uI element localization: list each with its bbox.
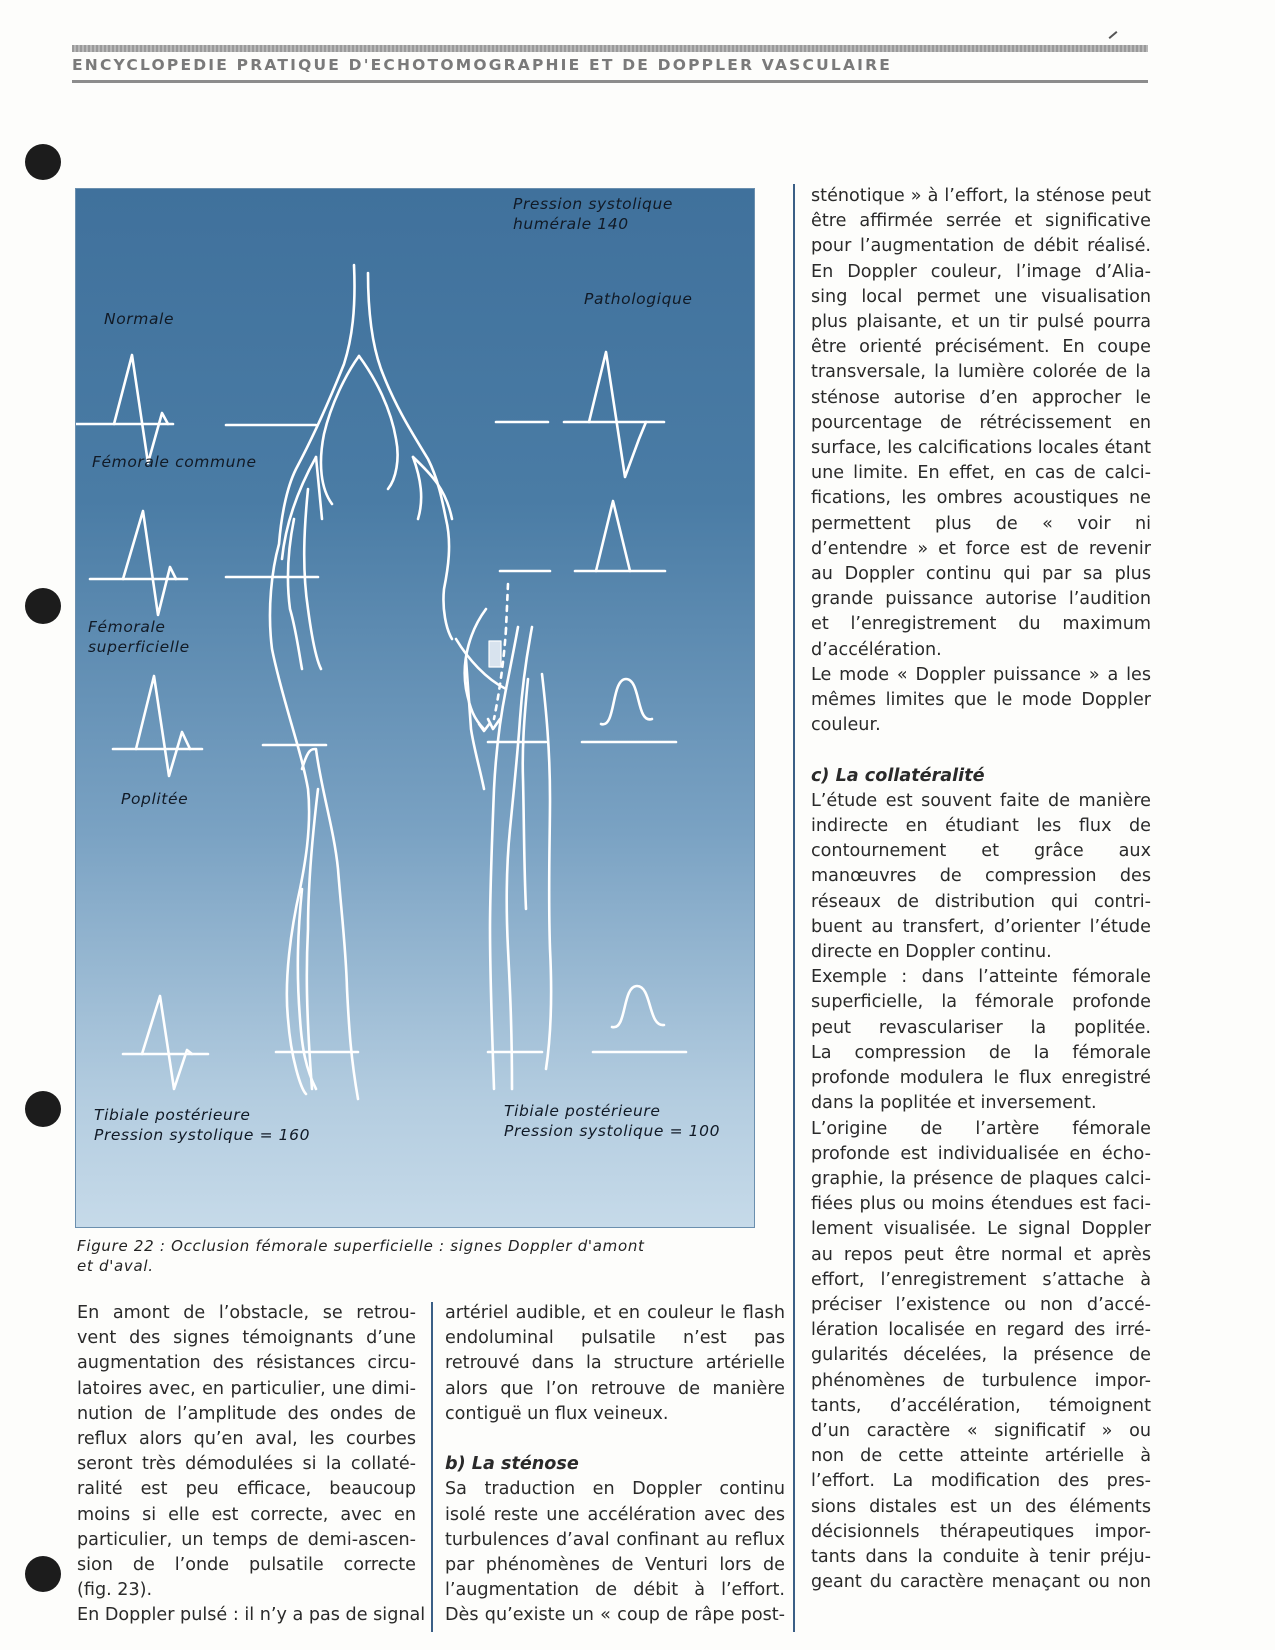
label-femorale-superficielle <box>88 617 190 657</box>
text-line: vent des signes témoignants d’une <box>77 1328 416 1349</box>
text-line: reflux alors qu’en aval, les courbes <box>77 1429 416 1450</box>
vessel-tree <box>270 265 551 1099</box>
text-line: lération localisée en regard des irré- <box>811 1320 1151 1341</box>
text-line: moins si elle est correcte, avec en <box>77 1504 416 1525</box>
tibiale-left-line2: Pression systolique = 160 <box>94 1126 311 1144</box>
text-line: sténose autorise d’en approcher le <box>811 387 1151 408</box>
text-line: et l’enregistrement du maximum <box>811 614 1151 635</box>
arterial-diagram-icon <box>76 189 754 1227</box>
text-line: En Doppler couleur, l’image d’Alia- <box>811 261 1151 282</box>
femorale-superficielle-line1: Fémorale <box>88 618 166 636</box>
text-line: alors que l’on retrouve de manière <box>445 1378 785 1399</box>
text-line: particulier, un temps de demi-ascen- <box>77 1529 416 1550</box>
text-line: directe en Doppler continu. <box>811 942 1052 963</box>
tibiale-right-line1: Tibiale postérieure <box>504 1102 661 1120</box>
text-line: lement visualisée. Le signal Doppler <box>811 1219 1151 1240</box>
text-line: turbulences d’aval confinant au reflux <box>445 1529 785 1550</box>
text-line: permettent plus de « voir ni <box>811 513 1151 534</box>
section-heading-collateralite: c) La collatéralité <box>811 765 985 786</box>
text-line: Dès qu’existe un « coup de râpe post- <box>445 1605 785 1626</box>
measurement-lines <box>226 422 550 1052</box>
text-line: Exemple : dans l’atteinte fémorale <box>811 967 1151 988</box>
text-line: buent au transfert, d’orienter l’étude <box>811 916 1151 937</box>
caption-line1: Figure 22 : Occlusion fémorale superficielle : signes Doppler d'amont <box>77 1237 645 1255</box>
tibiale-left-line1: Tibiale postérieure <box>94 1106 251 1124</box>
text-line: geant du caractère menaçant ou non <box>811 1572 1151 1593</box>
text-line: augmentation des résistances circu- <box>77 1353 416 1374</box>
text-line: tants dans la conduite à tenir préju- <box>811 1546 1151 1567</box>
text-line: manœuvres de compression des <box>811 866 1151 887</box>
figure-caption <box>77 1236 757 1276</box>
text-line: décisionnels thérapeutiques impor- <box>811 1521 1151 1542</box>
paragraph-gap <box>811 738 1151 763</box>
label-pression-humerale <box>513 194 673 234</box>
text-line: d’entendre » et force est de revenir <box>811 538 1151 559</box>
column-rule-left <box>431 1302 433 1632</box>
text-line: Le mode « Doppler puissance » a les <box>811 664 1151 685</box>
text-line: fiées plus ou moins étendues est faci- <box>811 1194 1151 1215</box>
text-line: effort, l’enregistrement s’attache à <box>811 1269 1151 1290</box>
column-rule-right <box>793 184 795 1632</box>
text-line: endoluminal pulsatile n’est pas <box>445 1328 785 1349</box>
text-line: (fig. 23). <box>77 1580 153 1601</box>
text-line: profonde est individualisée en écho- <box>811 1143 1151 1164</box>
figure-22 <box>75 188 755 1228</box>
text-line: seront très démodulées si la collaté- <box>77 1454 416 1475</box>
text-line: dans la poplitée et inversement. <box>811 1093 1097 1114</box>
text-line: latoires avec, en particulier, une dimi- <box>77 1378 416 1399</box>
text-line: peut revasculariser la poplitée. <box>811 1017 1151 1038</box>
text-line: l’augmentation de débit à l’effort. <box>445 1580 785 1601</box>
binder-hole-lower <box>25 1091 61 1127</box>
text-line: contournement et grâce aux <box>811 841 1151 862</box>
text-line: L’étude est souvent faite de manière <box>811 790 1151 811</box>
text-line: tants, d’accélération, témoignent <box>811 1395 1151 1416</box>
label-femorale-commune: Fémorale commune <box>92 453 257 471</box>
text-line: sténotique » à l’effort, la sténose peut <box>811 186 1151 206</box>
femorale-superficielle-line2: superficielle <box>88 638 190 656</box>
text-line: d’accélération. <box>811 639 942 660</box>
text-line: transversale, la lumière colorée de la <box>811 362 1151 383</box>
text-line: sions distales est un des éléments <box>811 1496 1151 1517</box>
text-column-left <box>77 1301 426 1629</box>
binder-hole-top <box>25 144 61 180</box>
text-line: En Doppler pulsé : il n’y a pas de signal <box>77 1605 426 1626</box>
text-line: artériel audible, et en couleur le flash <box>445 1303 785 1323</box>
text-line: mêmes limites que le mode Doppler <box>811 690 1151 711</box>
label-tibiale-left <box>94 1105 310 1145</box>
text-line: surface, les calcifications locales étant <box>811 438 1151 459</box>
text-line: contiguë un flux veineux. <box>445 1403 669 1424</box>
pathological-waveforms <box>564 352 686 1052</box>
text-line: indirecte en étudiant les flux de <box>811 816 1151 837</box>
text-line: retrouvé dans la structure artérielle <box>445 1353 785 1374</box>
text-line: non de cette atteinte artérielle à <box>811 1446 1151 1467</box>
text-line: phénomènes de turbulence impor- <box>811 1370 1151 1391</box>
label-normale: Normale <box>104 310 175 328</box>
paragraph-gap <box>445 1427 785 1452</box>
header-rule <box>72 80 1148 83</box>
tibiale-right-line2: Pression systolique = 100 <box>504 1122 721 1140</box>
text-line: isolé reste une accélération avec des <box>445 1504 785 1525</box>
corner-mark <box>1109 31 1118 39</box>
label-poplitee: Poplitée <box>121 790 189 808</box>
text-line: superficielle, la fémorale profonde <box>811 992 1151 1013</box>
text-line: La compression de la fémorale <box>811 1042 1151 1063</box>
text-line: sing local permet une visualisation <box>811 286 1151 307</box>
text-line: En amont de l’obstacle, se retrou- <box>77 1303 416 1323</box>
pression-humerale-line1: Pression systolique <box>513 195 674 213</box>
text-line: préciser l’existence ou non d’accé- <box>811 1294 1151 1315</box>
text-line: L’origine de l’artère fémorale <box>811 1118 1151 1139</box>
binder-hole-middle <box>25 588 61 624</box>
running-header-title: ENCYCLOPEDIE PRATIQUE D'ECHOTOMOGRAPHIE ET DE DOPPLER VASCULAIRE <box>72 56 893 74</box>
text-line: l’effort. La modification des pres- <box>811 1471 1151 1492</box>
label-pathologique: Pathologique <box>584 290 693 308</box>
caption-line2: et d'aval. <box>77 1257 154 1275</box>
text-line: profonde modulera le flux enregistré <box>811 1068 1151 1089</box>
section-heading-stenose: b) La sténose <box>445 1454 579 1475</box>
binder-hole-bottom <box>25 1556 61 1592</box>
text-line: au repos peut être normal et après <box>811 1244 1151 1265</box>
text-line: nution de l’amplitude des ondes de <box>77 1403 416 1424</box>
text-line: une limite. En effet, en cas de calci- <box>811 463 1151 484</box>
text-column-right <box>811 184 1151 1595</box>
text-line: par phénomènes de Venturi lors de <box>445 1555 785 1576</box>
text-line: grande puissance autorise l’audition <box>811 589 1151 610</box>
text-column-middle <box>445 1301 785 1629</box>
pression-humerale-line2: humérale 140 <box>513 215 629 233</box>
text-line: être orienté précisément. En coupe <box>811 337 1151 358</box>
text-line: fications, les ombres acoustiques ne <box>811 488 1151 509</box>
text-line: graphie, la présence de plaques calci- <box>811 1168 1151 1189</box>
header-band <box>72 45 1148 52</box>
label-tibiale-right <box>504 1101 720 1141</box>
text-line: être affirmée serrée et significative <box>811 211 1151 232</box>
occlusion-marker <box>489 641 501 667</box>
text-line: sion de l’onde pulsatile correcte <box>77 1555 416 1576</box>
text-line: ralité est peu efficace, beaucoup <box>77 1479 416 1500</box>
text-line: gularités décelées, la présence de <box>811 1345 1151 1366</box>
text-line: plus plaisante, et un tir pulsé pourra <box>811 312 1151 333</box>
text-line: Sa traduction en Doppler continu <box>445 1479 785 1500</box>
text-line: pour l’augmentation de débit réalisé. <box>811 236 1151 257</box>
text-line: couleur. <box>811 715 881 736</box>
text-line: réseaux de distribution qui contri- <box>811 891 1151 912</box>
text-line: d’un caractère « significatif » ou <box>811 1420 1151 1441</box>
text-line: pourcentage de rétrécissement en <box>811 412 1151 433</box>
text-line: au Doppler continu qui par sa plus <box>811 564 1151 585</box>
